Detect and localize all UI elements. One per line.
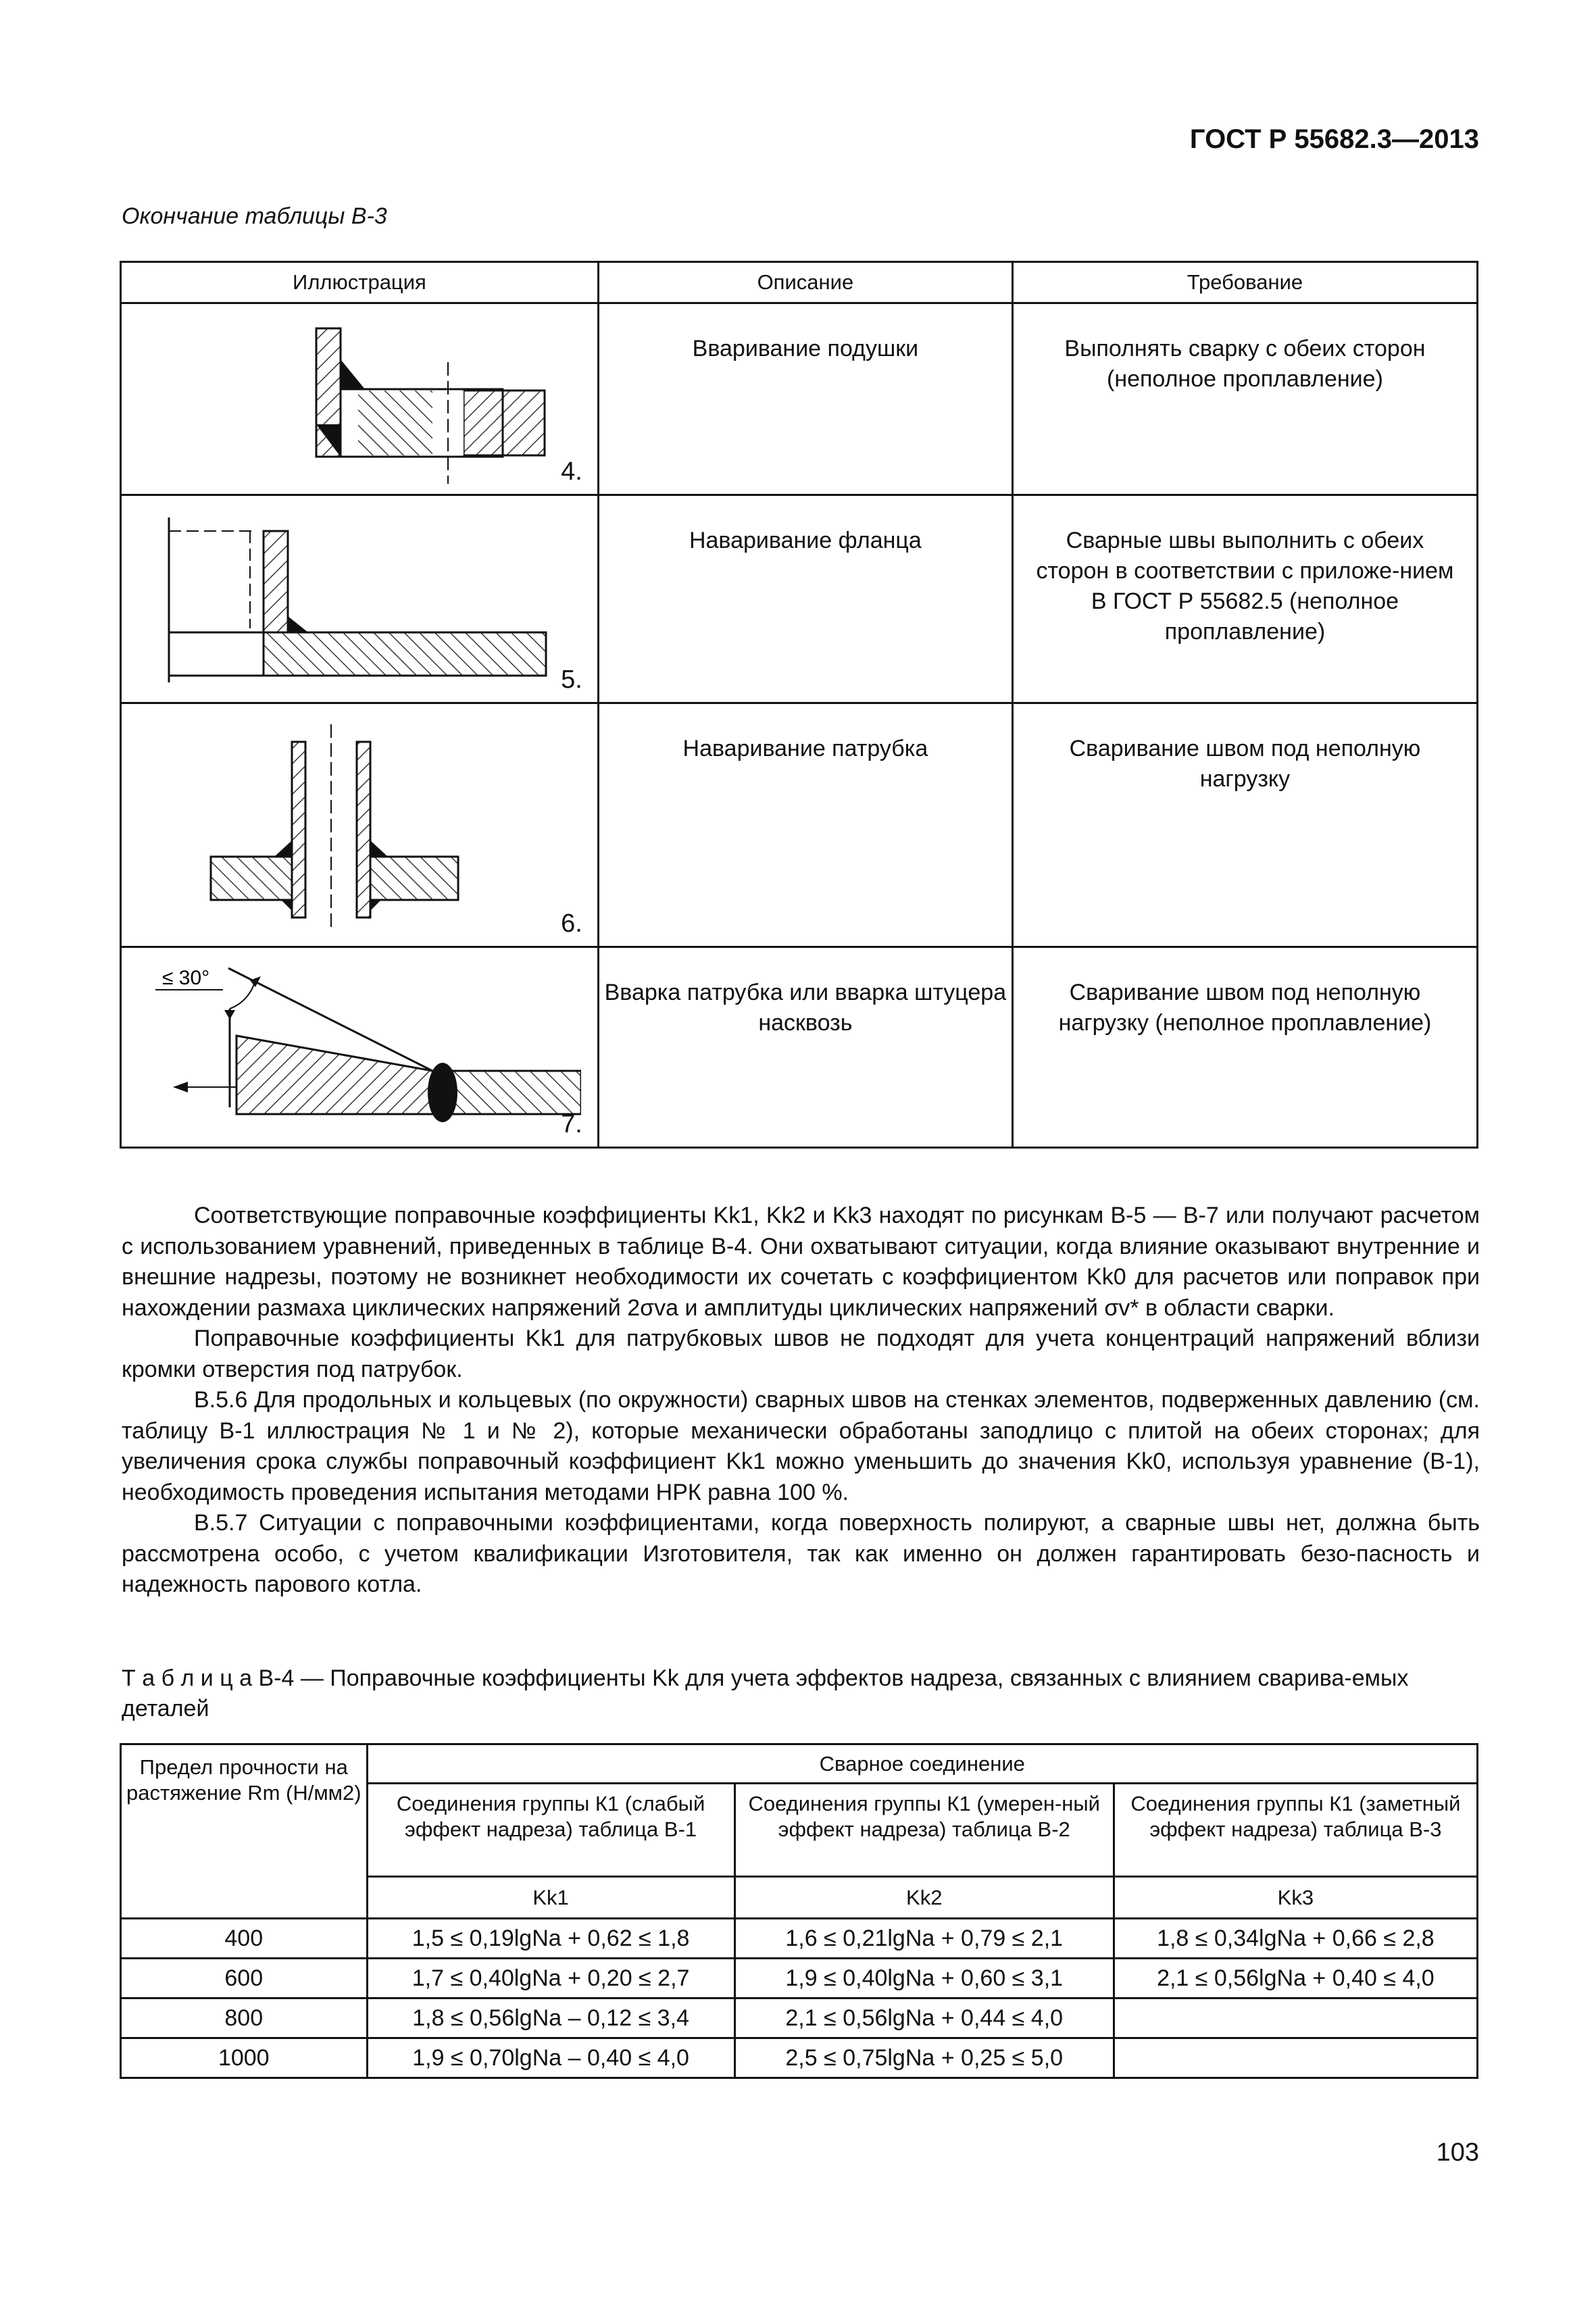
body-text — [122, 1201, 1480, 1601]
caption-text: — Поправочные коэффициенты Kk для учета эффектов надреза, связанных с влиянием сварива-емых деталей — [122, 1665, 1409, 1721]
cell: 600 — [121, 1959, 368, 1998]
illustration-cell — [121, 495, 599, 703]
cell: 400 — [121, 1919, 368, 1959]
coef-k2: Kk2 — [734, 1877, 1114, 1919]
cell: 1,5 ≤ 0,19lgNa + 0,62 ≤ 1,8 — [367, 1919, 734, 1959]
nozzle-weld-drawing — [149, 708, 568, 945]
cell: 1,6 ≤ 0,21lgNa + 0,79 ≤ 2,1 — [734, 1919, 1114, 1959]
requirement-cell: Сваривание швом под неполную нагрузку — [1012, 703, 1477, 947]
through-nozzle-drawing — [135, 952, 581, 1148]
table-row — [121, 703, 1478, 947]
description-cell: Вваривание подушки — [598, 303, 1012, 495]
row-number: 4. — [561, 457, 582, 486]
col-header-group: Сварное соединение — [367, 1744, 1477, 1784]
table-row — [121, 947, 1478, 1148]
table-row — [121, 1919, 1478, 1959]
col-header-requirement: Требование — [1012, 262, 1477, 303]
table-row — [121, 2038, 1478, 2078]
standard-number: ГОСТ Р 55682.3—2013 — [1189, 124, 1479, 154]
cell: 1,9 ≤ 0,40lgNa + 0,60 ≤ 3,1 — [734, 1959, 1114, 1998]
table-row — [121, 1959, 1478, 1998]
cell: 800 — [121, 1998, 368, 2038]
table-row — [121, 495, 1478, 703]
col-header-illustration: Иллюстрация — [121, 262, 599, 303]
cell: 2,5 ≤ 0,75lgNa + 0,25 ≤ 5,0 — [734, 2038, 1114, 2078]
table-row — [121, 303, 1478, 495]
cell: 2,1 ≤ 0,56lgNa + 0,40 ≤ 4,0 — [1114, 1959, 1477, 1998]
cell: 2,1 ≤ 0,56lgNa + 0,44 ≤ 4,0 — [734, 1998, 1114, 2038]
coef-k3: Kk3 — [1114, 1877, 1477, 1919]
requirement-cell: Сваривание швом под неполную нагрузку (неполное проплавление) — [1012, 947, 1477, 1148]
pad-weld-drawing — [149, 308, 554, 491]
caption-lead: Т а б л и ц а В-4 — [122, 1665, 295, 1691]
description-cell: Наваривание фланца — [598, 495, 1012, 703]
coef-k1: Kk1 — [367, 1877, 734, 1919]
angle-label: ≤ 30° — [162, 967, 210, 989]
description-cell: Вварка патрубка или вварка штуцера насквозь — [598, 947, 1012, 1148]
table-b4-caption — [122, 1663, 1480, 1724]
illustration-cell — [121, 703, 599, 947]
paragraph: Соответствующие поправочные коэффициенты Kk1, Kk2 и Kk3 находят по рисункам В-5 — В-7 или получают расчетом с использованием уравнений, приведенных в таблице В-4. Они охватывают ситуации, когда влияние оказывают внутренние и внешние надрезы, поэтому не возникнет необходимости их сочетать с коэффициентом Kk0 для расчетов или поправок при нахождении размаха циклических напряжений 2σva и амплитуды циклических напряжений σv* в области сварки. — [122, 1203, 1480, 1321]
flange-weld-drawing — [149, 500, 568, 703]
cell: 1,9 ≤ 0,70lgNa – 0,40 ≤ 4,0 — [367, 2038, 734, 2078]
paragraph: В.5.7 Ситуации с поправочными коэффициентами, когда поверхность полируют, а сварные швы нет, должна быть рассмотрена особо, с учетом квалификации Изготовителя, так как именно он должен гарантировать безо-пасность и надежность парового котла. — [122, 1510, 1480, 1597]
cell: 1,8 ≤ 0,34lgNa + 0,66 ≤ 2,8 — [1114, 1919, 1477, 1959]
cell: 1000 — [121, 2038, 368, 2078]
col-header-strength: Предел прочности на растяжение Rm (Н/мм2) — [121, 1744, 368, 1919]
row-number: 7. — [561, 1110, 582, 1138]
requirement-cell: Сварные швы выполнить с обеих сторон в соответствии с приложе-нием В ГОСТ Р 55682.5 (неполное проплавление) — [1012, 495, 1477, 703]
cell: 1,7 ≤ 0,40lgNa + 0,20 ≤ 2,7 — [367, 1959, 734, 1998]
row-number: 5. — [561, 665, 582, 694]
col-header-k3: Соединения группы К1 (заметный эффект надреза) таблица В-3 — [1114, 1784, 1477, 1877]
paragraph: Поправочные коэффициенты Kk1 для патрубковых швов не подходят для учета концентраций напряжений вблизи кромки отверстия под патрубок. — [122, 1326, 1480, 1382]
illustration-cell — [121, 947, 599, 1148]
description-cell: Наваривание патрубка — [598, 703, 1012, 947]
col-header-description: Описание — [598, 262, 1012, 303]
paragraph: В.5.6 Для продольных и кольцевых (по окружности) сварных швов на стенках элементов, подверженных давлению (см. таблицу В-1 иллюстрация № 1 и № 2), которые механически обработаны заподлицо с плитой на обеих сторонах; для увеличения срока службы поправочный коэффициент Kk1 можно уменьшить до значения Kk0, используя уравнение (В-1), необходимость проведения испытания методами НРК равна 100 %. — [122, 1387, 1480, 1505]
table-b3 — [120, 261, 1478, 1149]
col-header-k1: Соединения группы К1 (слабый эффект надреза) таблица В-1 — [367, 1784, 734, 1877]
row-number: 6. — [561, 909, 582, 938]
cell: 1,8 ≤ 0,56lgNa – 0,12 ≤ 3,4 — [367, 1998, 734, 2038]
requirement-cell: Выполнять сварку с обеих сторон (неполное проплавление) — [1012, 303, 1477, 495]
illustration-cell — [121, 303, 599, 495]
table-row — [121, 1998, 1478, 2038]
cell — [1114, 1998, 1477, 2038]
table-header-row — [121, 262, 1478, 303]
col-header-k2: Соединения группы К1 (умерен-ный эффект надреза) таблица В-2 — [734, 1784, 1114, 1877]
page-number: 103 — [1436, 2138, 1479, 2167]
table-continuation-label: Окончание таблицы В-3 — [122, 203, 387, 229]
table-header-row — [121, 1744, 1478, 1784]
cell — [1114, 2038, 1477, 2078]
table-b4 — [120, 1743, 1478, 2079]
